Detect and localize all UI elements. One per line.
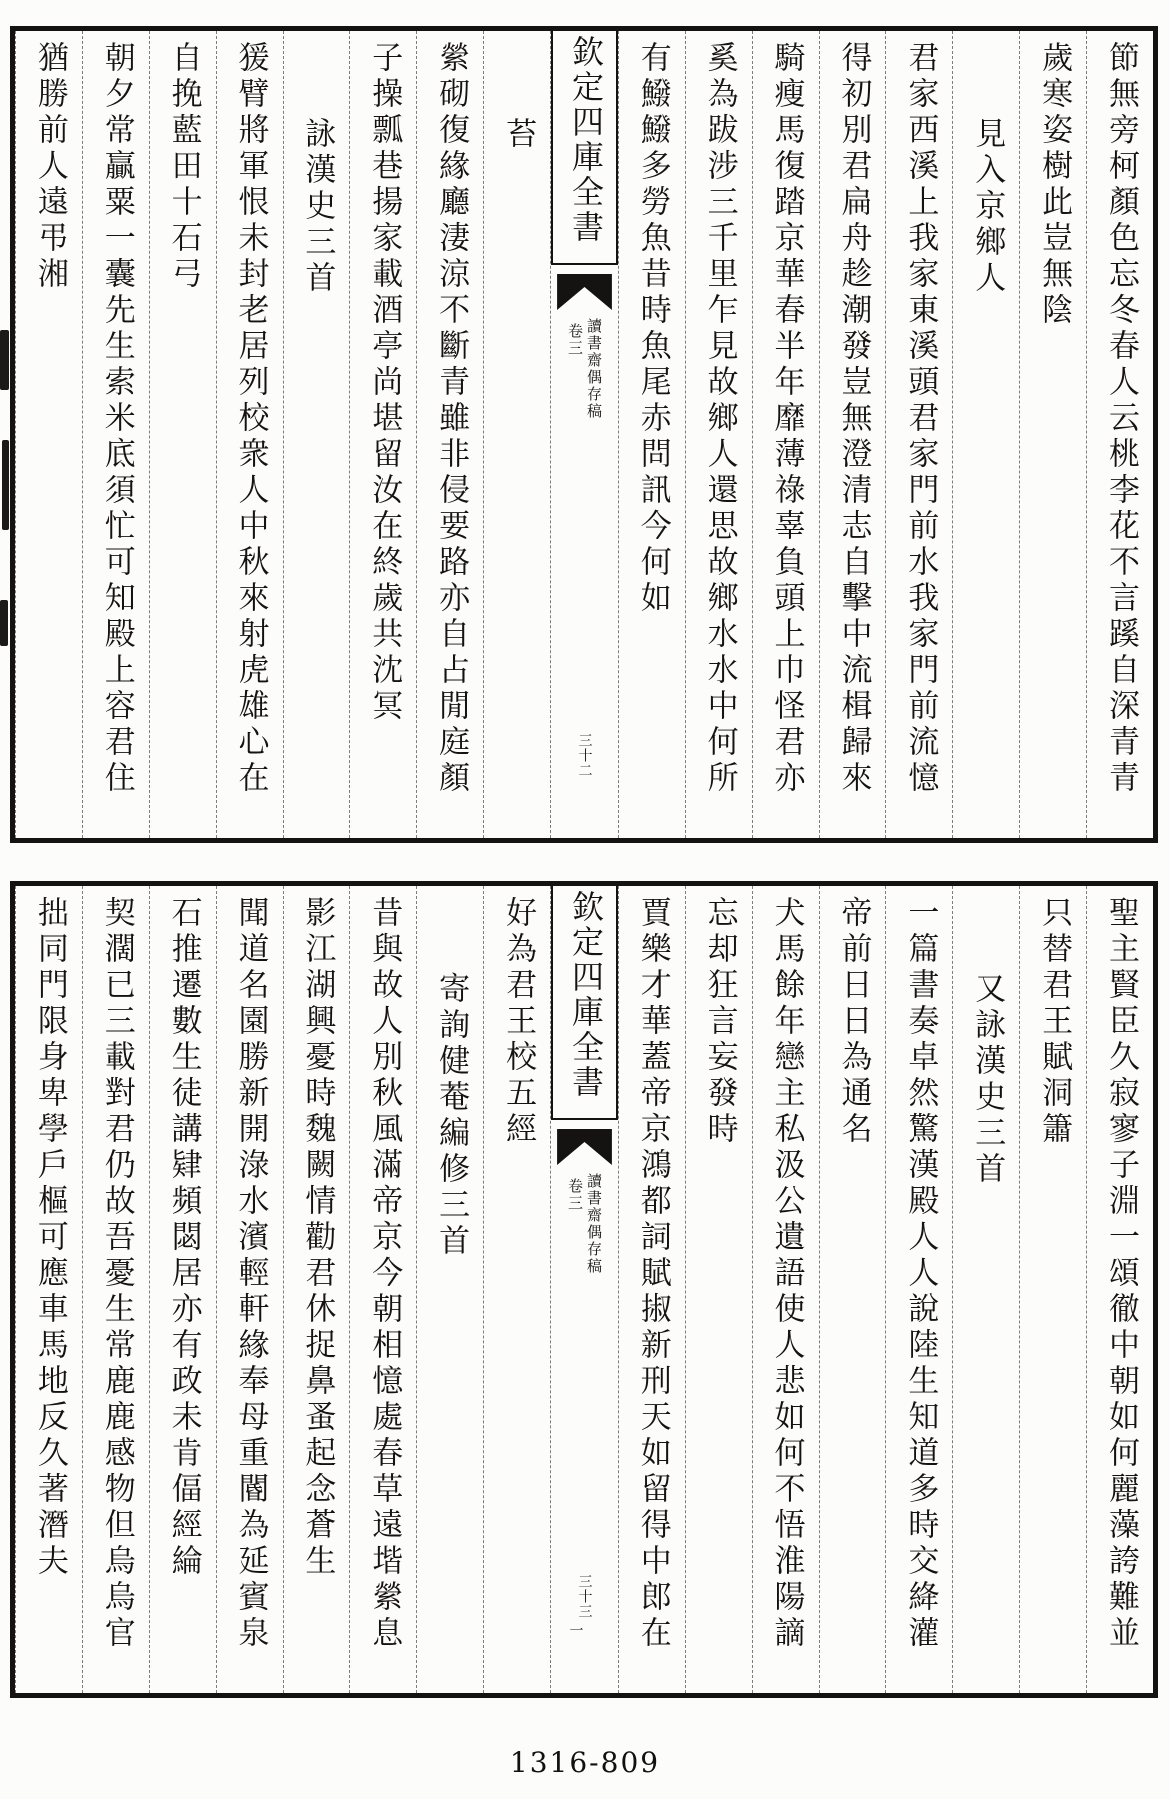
- spine-small-text: [566, 318, 603, 420]
- verse-column: 只替君王賦洞簫: [1019, 886, 1086, 1693]
- verse-column: 契濶已三載對君仍故吾憂生常鹿鹿感物但烏烏官: [82, 886, 149, 1693]
- verse-column: 昔與故人別秋風滿帝京今朝相憶處春草遠堦縈息: [349, 886, 416, 1693]
- verse-column: 聖主賢臣久寂寥子淵一頌徹中朝如何麗藻誇難並: [1086, 886, 1153, 1693]
- verse-column: 歲寒姿樹此豈無陰: [1019, 31, 1086, 838]
- left-half-columns: [15, 31, 550, 838]
- spine-column: [550, 31, 618, 838]
- verse-column: 帝前日日為通名: [819, 886, 886, 1693]
- verse-column: 好為君王校五經: [483, 886, 550, 1693]
- verse-column: 有鱍鱍多勞魚昔時魚尾赤問訊今何如: [618, 31, 685, 838]
- verse-column: 子操瓢巷揚家載酒亭尚堪留汝在終歲共沈冥: [349, 31, 416, 838]
- verse-column: 影江湖興憂時魏闕情勸君休捉鼻蚤起念蒼生: [283, 886, 350, 1693]
- siku-banner: 欽定四庫全書: [551, 886, 618, 1120]
- poem-title-column: 寄詢健菴編修三首: [416, 886, 483, 1693]
- poem-title-column: 苔: [483, 31, 550, 838]
- verse-column: 縈砌復緣廳淒涼不斷青雖非侵要路亦自占閒庭顏: [416, 31, 483, 838]
- verse-column: 節無旁柯顏色忘冬春人云桃李花不言蹊自深青青: [1086, 31, 1153, 838]
- spine-bottom: [577, 733, 593, 782]
- spine-folio-number: 三十三: [576, 1574, 593, 1619]
- poem-title-column: 詠漢史三首: [283, 31, 350, 838]
- verse-column: 聞道名園勝新開淥水濱輕軒緣奉母重閽為延賓泉: [216, 886, 283, 1693]
- spine-column: [550, 886, 618, 1693]
- poem-title-column: 見入京鄉人: [952, 31, 1019, 838]
- poem-title-column: 又詠漢史三首: [952, 886, 1019, 1693]
- folio-block-upper: [10, 26, 1158, 843]
- scan-artifact: [2, 440, 9, 530]
- fishtail-icon: [557, 274, 612, 310]
- verse-column: 騎瘦馬復踏京華春半年靡薄祿辜負頭上巾怪君亦: [752, 31, 819, 838]
- scan-artifact: [0, 330, 9, 390]
- right-half-columns: [618, 886, 1153, 1693]
- spine-volume-marker: 一: [567, 1623, 584, 1637]
- spine-small-text: [566, 1173, 603, 1275]
- verse-column: 君家西溪上我家東溪頭君家門前水我家門前流憶: [885, 31, 952, 838]
- spine-folio-number: 三十二: [576, 733, 593, 778]
- folio-block-lower: [10, 881, 1158, 1698]
- spine-book-title: 讀書齋偶存稿: [585, 318, 603, 420]
- verse-column: 猨臂將軍恨未封老居列校衆人中秋來射虎雄心在: [216, 31, 283, 838]
- spine-juan-label: 卷三: [566, 323, 584, 357]
- verse-column: 得初別君扁舟趁潮發豈無澄清志自擊中流楫歸來: [819, 31, 886, 838]
- spine-juan-label: 卷三: [566, 1178, 584, 1212]
- verse-column: 奚為跋涉三千里乍見故鄉人還思故鄉水水中何所: [685, 31, 752, 838]
- spine-bottom: [567, 1574, 593, 1637]
- left-half-columns: [15, 886, 550, 1693]
- verse-column: 朝夕常贏粟一囊先生索米底須忙可知殿上容君住: [82, 31, 149, 838]
- verse-column: 猶勝前人遠弔湘: [15, 31, 82, 838]
- verse-column: 忘却狂言妄發時: [685, 886, 752, 1693]
- verse-column: 賈樂才華蓋帝京鴻都詞賦掓新刑天如留得中郎在: [618, 886, 685, 1693]
- siku-banner: 欽定四庫全書: [551, 31, 618, 265]
- verse-column: 一篇書奏卓然驚漢殿人人說陸生知道多時交絳灌: [885, 886, 952, 1693]
- right-half-columns: [618, 31, 1153, 838]
- verse-column: 自挽藍田十石弓: [149, 31, 216, 838]
- verse-column: 拙同門限身卑學戶樞可應車馬地反久著潛夫: [15, 886, 82, 1693]
- printed-page-number: 1316-809: [509, 1746, 661, 1779]
- verse-column: 犬馬餘年戀主私汲公遺語使人悲如何不悟淮陽謫: [752, 886, 819, 1693]
- spine-book-title: 讀書齋偶存稿: [585, 1173, 603, 1275]
- fishtail-icon: [557, 1129, 612, 1165]
- scan-artifact: [0, 600, 8, 646]
- verse-column: 石推遷數生徒講肄頻閟居亦有政未肯偪經綸: [149, 886, 216, 1693]
